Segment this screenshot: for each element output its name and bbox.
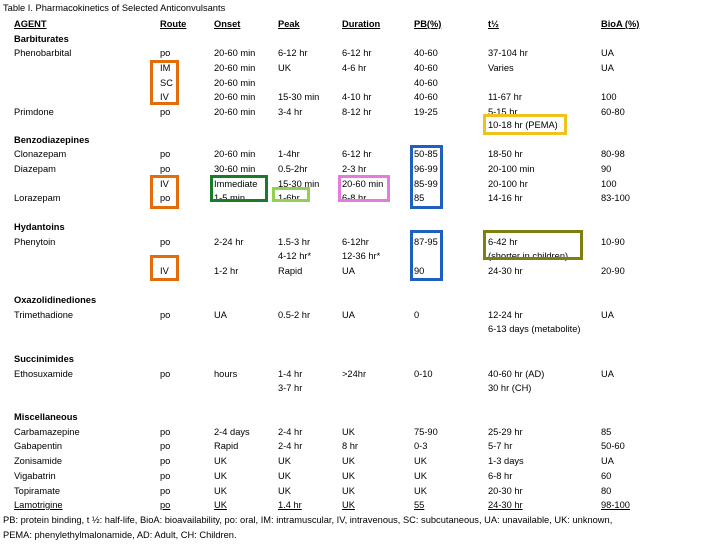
cell-pb: 75-90 <box>414 427 438 437</box>
cell-route: po <box>160 149 171 159</box>
cell-route: IM <box>160 63 171 73</box>
highlight-box-green <box>210 175 268 202</box>
cell-duration: 2-3 hr <box>342 164 367 174</box>
cell-onset: 20-60 min <box>214 48 256 58</box>
cell-bioavailability: 100 <box>601 179 617 189</box>
cell-half-life: 37-104 hr <box>488 48 528 58</box>
cell-peak: 15-30 min <box>278 179 320 189</box>
cell-peak: 15-30 min <box>278 92 320 102</box>
cell-half-life: 5-15 hr <box>488 107 518 117</box>
cell-pb: 40-60 <box>414 63 438 73</box>
cell-route: po <box>160 369 171 379</box>
cell-route: po <box>160 427 171 437</box>
cell-pb: 40-60 <box>414 48 438 58</box>
cell-bioavailability: UA <box>601 310 614 320</box>
cell-duration: 6-8 hr <box>342 193 367 203</box>
cell-agent: Clonazepam <box>14 149 67 159</box>
highlight-box-lime <box>272 187 310 202</box>
header-peak: Peak <box>278 19 300 29</box>
header-half-life: t½ <box>488 19 499 29</box>
cell-route: po <box>160 107 171 117</box>
header-bioavailability: BioA (%) <box>601 19 640 29</box>
cell-onset: UK <box>214 500 227 510</box>
cell-route: IV <box>160 92 169 102</box>
cell-half-life: 6-42 hr <box>488 237 518 247</box>
cell-pb: 85 <box>414 193 425 203</box>
cell-bioavailability: UA <box>601 456 614 466</box>
cell-peak: UK <box>278 471 291 481</box>
cell-half-life: 18-50 hr <box>488 149 523 159</box>
cell-pb: 96-99 <box>414 164 438 174</box>
highlight-box-orange <box>150 60 179 105</box>
group-heading: Miscellaneous <box>14 412 78 422</box>
header-agent: AGENT <box>14 19 47 29</box>
header-onset: Onset <box>214 19 241 29</box>
cell-peak: 0.5-2 hr <box>278 310 311 320</box>
cell-pb: 0 <box>414 310 420 320</box>
group-heading: Benzodiazepines <box>14 135 90 145</box>
cell-half-life: 24-30 hr <box>488 266 523 276</box>
cell-duration: UK <box>342 471 355 481</box>
cell-half-life: 5-7 hr <box>488 441 513 451</box>
cell-half-life: 14-16 hr <box>488 193 523 203</box>
cell-half-life-metabolite: 6-13 days (metabolite) <box>488 324 581 334</box>
cell-half-life-children: 30 hr (CH) <box>488 383 532 393</box>
cell-route: po <box>160 164 171 174</box>
cell-duration: UK <box>342 500 355 510</box>
cell-half-life: 40-60 hr (AD) <box>488 369 545 379</box>
cell-duration: UA <box>342 266 355 276</box>
cell-onset: 20-60 min <box>214 78 256 88</box>
footnote-line-1: PB: protein binding, t ½: half-life, BioA: bioavailability, po: oral, IM: intramuscular, IV, intravenous, SC: subcutaneous, UA: unavailable, UK: unknown, <box>3 515 613 525</box>
highlight-box-olive <box>483 230 583 260</box>
cell-agent: Primdone <box>14 107 54 117</box>
cell-agent: Zonisamide <box>14 456 63 466</box>
cell-duration: 6-12hr <box>342 237 369 247</box>
cell-duration: UK <box>342 486 355 496</box>
cell-half-life: 20-30 hr <box>488 486 523 496</box>
cell-half-life: 12-24 hr <box>488 310 523 320</box>
cell-agent: Carbamazepine <box>14 427 80 437</box>
cell-agent: Topiramate <box>14 486 60 496</box>
cell-peak: UK <box>278 486 291 496</box>
cell-agent: Gabapentin <box>14 441 63 451</box>
cell-pb: UK <box>414 486 427 496</box>
cell-route: IV <box>160 266 169 276</box>
cell-pb: 19-25 <box>414 107 438 117</box>
cell-onset: 20-60 min <box>214 149 256 159</box>
cell-bioavailability: 20-90 <box>601 266 625 276</box>
cell-duration-secondary: 12-36 hr* <box>342 251 381 261</box>
cell-agent: Phenobarbital <box>14 48 72 58</box>
cell-peak: 3-4 hr <box>278 107 303 117</box>
cell-peak: 1-4 hr <box>278 369 303 379</box>
cell-route: po <box>160 193 171 203</box>
cell-onset: UK <box>214 471 227 481</box>
cell-bioavailability: 98-100 <box>601 500 630 510</box>
cell-onset: Rapid <box>214 441 239 451</box>
cell-duration: UA <box>342 310 355 320</box>
cell-onset: 2-4 days <box>214 427 250 437</box>
cell-pb: 0-10 <box>414 369 433 379</box>
cell-onset: 1-2 hr <box>214 266 239 276</box>
cell-onset: UA <box>214 310 227 320</box>
cell-half-life: 11-67 hr <box>488 92 522 102</box>
cell-onset: UK <box>214 456 227 466</box>
cell-peak: 6-12 hr <box>278 48 308 58</box>
cell-onset: Immediate <box>214 179 258 189</box>
cell-half-life: 24-30 hr <box>488 500 523 510</box>
cell-duration: UK <box>342 456 355 466</box>
cell-bioavailability: 90 <box>601 164 612 174</box>
cell-peak: 1-6hr <box>278 193 300 203</box>
group-heading: Succinimides <box>14 354 74 364</box>
cell-peak: 1-4hr <box>278 149 300 159</box>
cell-route: po <box>160 471 171 481</box>
group-heading: Hydantoins <box>14 222 65 232</box>
group-heading: Oxazolidinediones <box>14 295 97 305</box>
cell-pb: 87-95 <box>414 237 438 247</box>
cell-duration: 6-12 hr <box>342 48 372 58</box>
cell-route: po <box>160 486 171 496</box>
cell-route: IV <box>160 179 169 189</box>
highlight-box-orange <box>150 255 179 281</box>
cell-route: po <box>160 441 171 451</box>
cell-duration: 8 hr <box>342 441 359 451</box>
cell-agent: Vigabatrin <box>14 471 56 481</box>
cell-onset: 20-60 min <box>214 63 256 73</box>
cell-bioavailability: UA <box>601 63 614 73</box>
header-route: Route <box>160 19 187 29</box>
cell-bioavailability: 80 <box>601 486 612 496</box>
cell-route: po <box>160 310 171 320</box>
cell-onset: hours <box>214 369 238 379</box>
cell-bioavailability: UA <box>601 369 614 379</box>
cell-agent: Ethosuxamide <box>14 369 73 379</box>
cell-duration: 4-10 hr <box>342 92 372 102</box>
cell-pb: UK <box>414 471 427 481</box>
cell-bioavailability: 50-60 <box>601 441 625 451</box>
cell-peak: 1.4 hr <box>278 500 302 510</box>
cell-peak: 0.5-2hr <box>278 164 308 174</box>
highlight-box-blue <box>410 145 443 209</box>
cell-half-life-metabolite: 10-18 hr (PEMA) <box>488 120 558 130</box>
cell-half-life: 20-100 hr <box>488 179 528 189</box>
cell-bioavailability: 100 <box>601 92 617 102</box>
cell-peak: UK <box>278 63 291 73</box>
cell-bioavailability: 80-98 <box>601 149 625 159</box>
cell-onset: 2-24 hr <box>214 237 244 247</box>
group-heading: Barbiturates <box>14 34 69 44</box>
cell-agent: Trimethadione <box>14 310 74 320</box>
cell-route: po <box>160 48 171 58</box>
cell-bioavailability: 60-80 <box>601 107 625 117</box>
cell-pb: 40-60 <box>414 92 438 102</box>
cell-pb: 55 <box>414 500 425 510</box>
cell-pb: 50-85 <box>414 149 438 159</box>
cell-route: po <box>160 237 171 247</box>
cell-onset: 1-5 min <box>214 193 246 203</box>
cell-peak: Rapid <box>278 266 303 276</box>
cell-agent: Phenytoin <box>14 237 56 247</box>
cell-peak: 1.5-3 hr <box>278 237 311 247</box>
cell-half-life: 1-3 days <box>488 456 524 466</box>
cell-pb: 85-99 <box>414 179 438 189</box>
cell-half-life: Varies <box>488 63 514 73</box>
header-duration: Duration <box>342 19 381 29</box>
cell-bioavailability: 85 <box>601 427 612 437</box>
highlight-box-pink <box>338 175 390 202</box>
cell-pb: 90 <box>414 266 425 276</box>
cell-peak: UK <box>278 456 291 466</box>
footnote-line-2: PEMA: phenylethylmalonamide, AD: Adult, CH: Children. <box>3 530 237 540</box>
cell-agent: Lorazepam <box>14 193 61 203</box>
cell-peak-secondary: 3-7 hr <box>278 383 303 393</box>
cell-half-life-note: (shorter in children) <box>488 251 569 261</box>
cell-bioavailability: 10-90 <box>601 237 625 247</box>
cell-bioavailability: UA <box>601 48 614 58</box>
cell-route: po <box>160 456 171 466</box>
cell-agent: Diazepam <box>14 164 56 174</box>
cell-pb: 40-60 <box>414 78 438 88</box>
cell-route: SC <box>160 78 173 88</box>
cell-bioavailability: 60 <box>601 471 612 481</box>
highlight-box-orange <box>150 175 179 209</box>
cell-half-life: 25-29 hr <box>488 427 523 437</box>
cell-onset: 30-60 min <box>214 164 256 174</box>
cell-pb: 0-3 <box>414 441 428 451</box>
table-title: Table I. Pharmacokinetics of Selected Anticonvulsants <box>3 3 226 13</box>
cell-pb: UK <box>414 456 427 466</box>
cell-half-life: 6-8 hr <box>488 471 513 481</box>
cell-peak: 2-4 hr <box>278 427 303 437</box>
cell-half-life: 20-100 min <box>488 164 535 174</box>
cell-duration: UK <box>342 427 355 437</box>
cell-bioavailability: 83-100 <box>601 193 630 203</box>
cell-duration: 6-12 hr <box>342 149 372 159</box>
cell-duration: 20-60 min <box>342 179 384 189</box>
cell-peak-secondary: 4-12 hr* <box>278 251 312 261</box>
header-pb: PB(%) <box>414 19 442 29</box>
cell-route: po <box>160 500 171 510</box>
cell-duration: 4-6 hr <box>342 63 367 73</box>
highlight-box-yellow <box>483 114 567 135</box>
cell-onset: UK <box>214 486 227 496</box>
cell-onset: 20-60 min <box>214 107 256 117</box>
cell-duration: 8-12 hr <box>342 107 372 117</box>
cell-peak: 2-4 hr <box>278 441 303 451</box>
cell-duration: >24hr <box>342 369 367 379</box>
cell-agent: Lamotrigine <box>14 500 63 510</box>
cell-onset: 20-60 min <box>214 92 256 102</box>
highlight-box-blue <box>410 230 443 281</box>
